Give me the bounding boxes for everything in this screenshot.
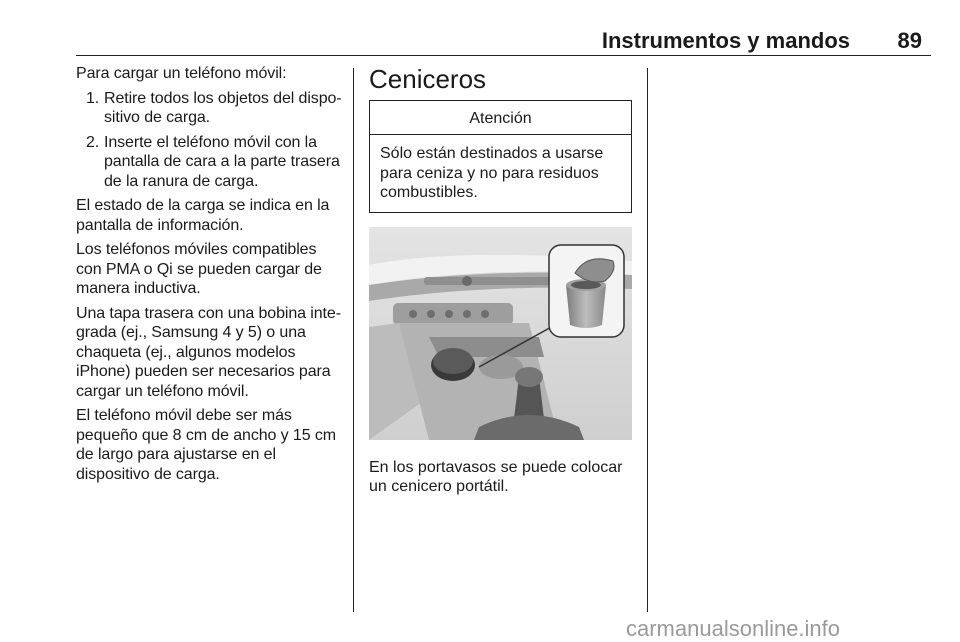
- ashtray-illustration-drawing: [369, 227, 632, 440]
- notice-heading: Atención: [370, 101, 631, 135]
- figure-caption: En los portavasos se puede colocar un cenicero portátil.: [369, 458, 623, 495]
- list-text: Inserte el teléfono móvil con la pantalla de cara a la parte trasera de la ranura de carga.: [104, 133, 340, 190]
- notice-box: [369, 100, 632, 213]
- page-number: 89: [897, 28, 922, 53]
- paragraph: Los teléfonos móviles compatibles con PMA o Qi se pueden cargar de manera inductiva.: [76, 241, 322, 297]
- ashtray-illustration: [369, 227, 632, 440]
- list-text: Retire todos los objetos del dispositivo de carga.: [104, 89, 342, 126]
- paragraph: El teléfono móvil debe ser más pequeño que 8 cm de ancho y 15 cm de largo para ajustarse en el dispositivo de carga.: [76, 407, 336, 483]
- header-divider: [76, 55, 931, 56]
- column-divider-2: [647, 68, 648, 612]
- middle-column: [369, 64, 632, 497]
- list-number: 2.: [86, 133, 100, 151]
- paragraph: El estado de la carga se indica en la pantalla de información.: [76, 197, 330, 234]
- left-column: [76, 64, 342, 489]
- paragraph: Una tapa trasera con una bobina integrada (ej., Samsung 4 y 5) o una chaqueta (ej., algunos modelos iPhone) pueden ser necesarios para cargar un teléfono móvil.: [76, 304, 342, 400]
- column-divider-1: [353, 68, 354, 612]
- notice-body: Sólo están destinados a usarse para ceniza y no para residuos combustibles.: [380, 145, 604, 201]
- list-item: [76, 133, 342, 192]
- page-header-title: Instrumentos y mandos: [601, 28, 850, 53]
- section-title: Ceniceros: [369, 64, 487, 94]
- list-number: 1.: [86, 89, 100, 107]
- list-item: [76, 89, 342, 128]
- intro-text: Para cargar un teléfono móvil:: [76, 65, 287, 82]
- watermark: carmanualsonline.info: [626, 616, 841, 641]
